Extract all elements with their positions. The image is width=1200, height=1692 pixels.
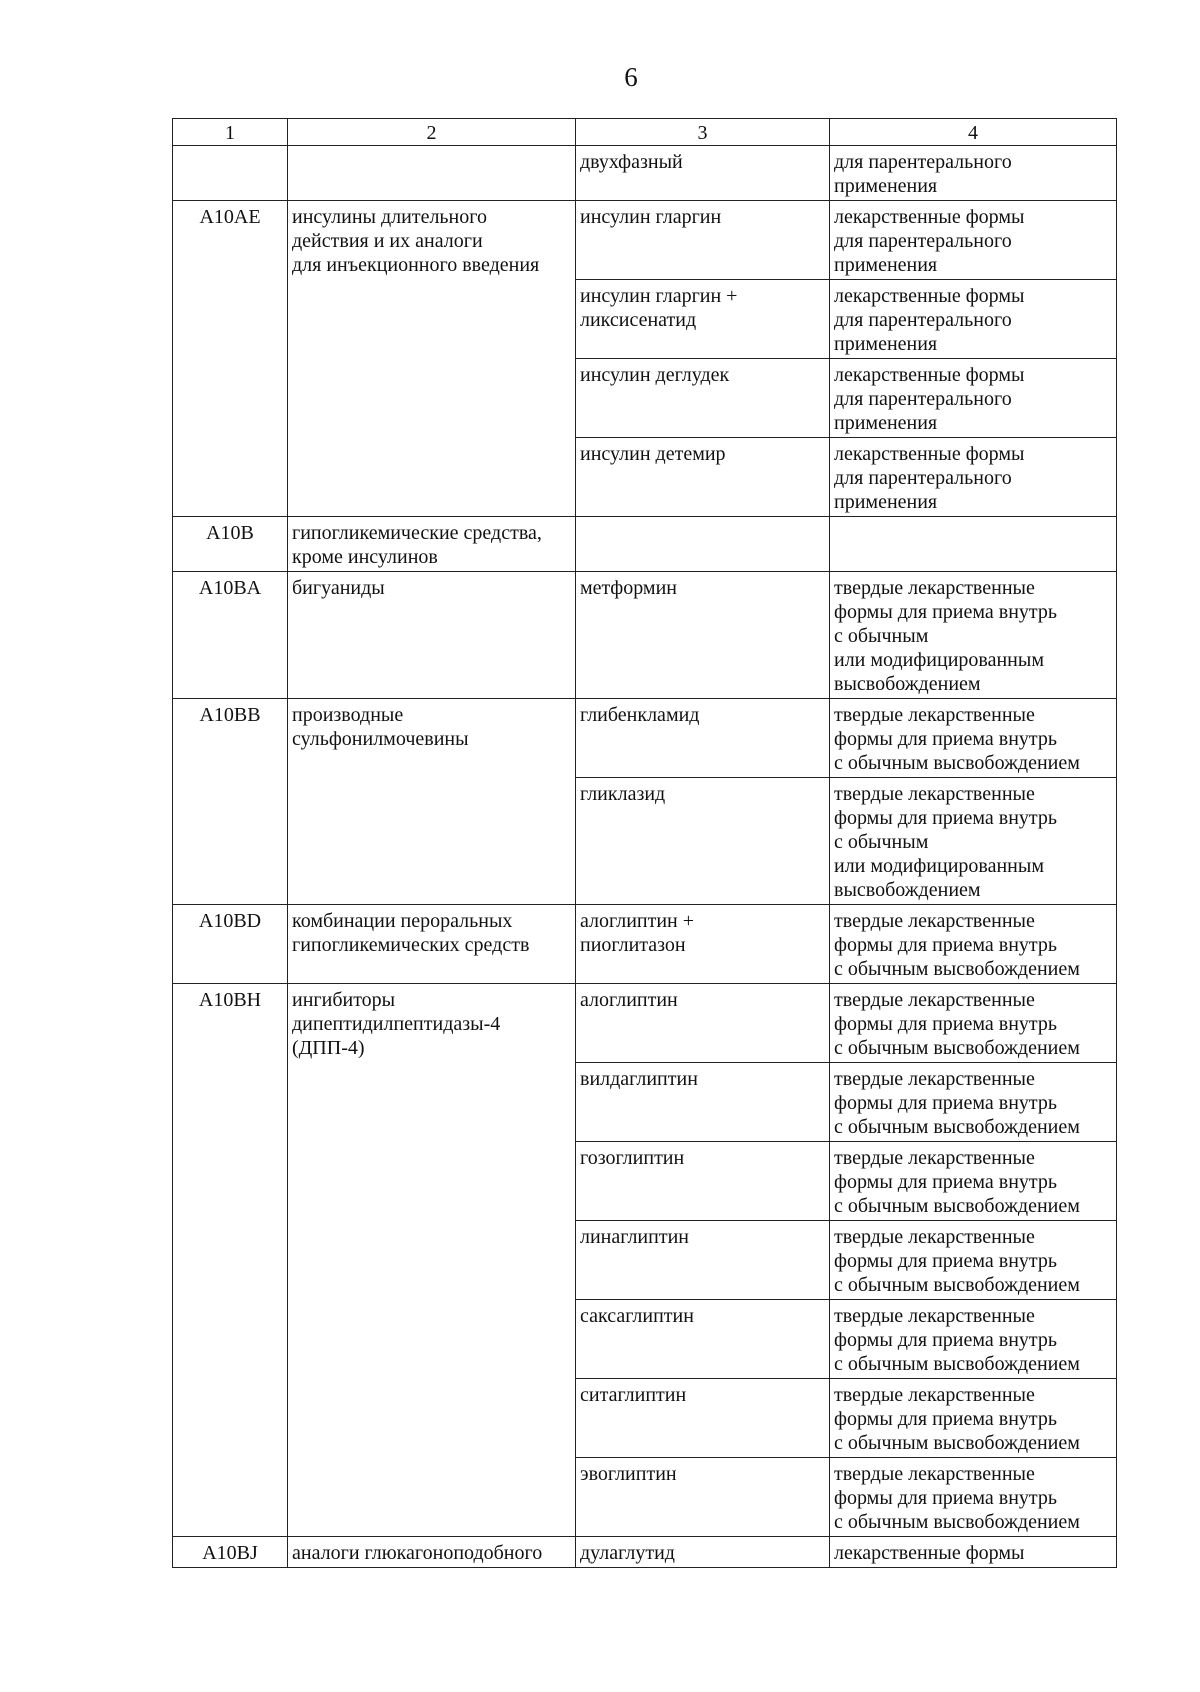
header-cell-4: 4: [830, 119, 1117, 146]
group-name-cell: аналоги глюкагоноподобного: [288, 1537, 576, 1568]
group-name-cell: [288, 146, 576, 201]
drug-name-cell: метформин: [576, 572, 830, 699]
drug-name-cell: [576, 517, 830, 572]
drug-name-cell: инсулин детемир: [576, 438, 830, 517]
drug-name-cell: глибенкламид: [576, 699, 830, 778]
dosage-form-cell: лекарственные формы для парентерального применения: [830, 280, 1117, 359]
page-number: 6: [624, 62, 638, 92]
table-row: [173, 984, 1117, 1063]
table-header-row: [173, 119, 1117, 146]
group-name-cell: комбинации пероральных гипогликемических средств: [288, 905, 576, 984]
atc-code-cell: A10B: [173, 517, 288, 572]
drug-name-cell: алоглиптин + пиоглитазон: [576, 905, 830, 984]
dosage-form-cell: [830, 517, 1117, 572]
group-name-cell: гипогликемические средства, кроме инсулинов: [288, 517, 576, 572]
drug-name-cell: ситаглиптин: [576, 1379, 830, 1458]
drug-name-cell: инсулин гларгин: [576, 201, 830, 280]
header-cell-1: 1: [173, 119, 288, 146]
dosage-form-cell: лекарственные формы для парентерального применения: [830, 201, 1117, 280]
atc-code-cell: A10AE: [173, 201, 288, 517]
dosage-form-cell: твердые лекарственные формы для приема внутрь с обычным высвобождением: [830, 1379, 1117, 1458]
dosage-form-cell: для парентерального применения: [830, 146, 1117, 201]
group-name-cell: производные сульфонилмочевины: [288, 699, 576, 905]
dosage-form-cell: лекарственные формы для парентерального применения: [830, 359, 1117, 438]
drug-name-cell: двухфазный: [576, 146, 830, 201]
atc-code-cell: A10BJ: [173, 1537, 288, 1568]
dosage-form-cell: твердые лекарственные формы для приема внутрь с обычным высвобождением: [830, 905, 1117, 984]
table-row: [173, 905, 1117, 984]
dosage-form-cell: лекарственные формы для парентерального применения: [830, 438, 1117, 517]
drug-table: [172, 118, 1117, 1568]
dosage-form-cell: твердые лекарственные формы для приема внутрь с обычным высвобождением: [830, 1063, 1117, 1142]
table-row: [173, 699, 1117, 778]
atc-code-cell: [173, 146, 288, 201]
drug-name-cell: алоглиптин: [576, 984, 830, 1063]
drug-name-cell: гозоглиптин: [576, 1142, 830, 1221]
dosage-form-cell: твердые лекарственные формы для приема внутрь с обычным высвобождением: [830, 1458, 1117, 1537]
table-row: [173, 1537, 1117, 1568]
atc-code-cell: A10BD: [173, 905, 288, 984]
dosage-form-cell: твердые лекарственные формы для приема внутрь с обычным высвобождением: [830, 1142, 1117, 1221]
dosage-form-cell: твердые лекарственные формы для приема внутрь с обычным или модифицированным высвобождением: [830, 778, 1117, 905]
drug-name-cell: линаглиптин: [576, 1221, 830, 1300]
atc-code-cell: A10BH: [173, 984, 288, 1537]
drug-name-cell: эвоглиптин: [576, 1458, 830, 1537]
dosage-form-cell: твердые лекарственные формы для приема внутрь с обычным высвобождением: [830, 1300, 1117, 1379]
drug-name-cell: инсулин деглудек: [576, 359, 830, 438]
group-name-cell: инсулины длительного действия и их аналоги для инъекционного введения: [288, 201, 576, 517]
group-name-cell: ингибиторы дипептидилпептидазы-4 (ДПП-4): [288, 984, 576, 1537]
drug-name-cell: саксаглиптин: [576, 1300, 830, 1379]
table-row: [173, 201, 1117, 280]
drug-name-cell: вилдаглиптин: [576, 1063, 830, 1142]
dosage-form-cell: твердые лекарственные формы для приема внутрь с обычным высвобождением: [830, 699, 1117, 778]
header-cell-2: 2: [288, 119, 576, 146]
header-cell-3: 3: [576, 119, 830, 146]
atc-code-cell: A10BB: [173, 699, 288, 905]
atc-code-cell: A10BA: [173, 572, 288, 699]
dosage-form-cell: твердые лекарственные формы для приема внутрь с обычным высвобождением: [830, 984, 1117, 1063]
group-name-cell: бигуаниды: [288, 572, 576, 699]
drug-name-cell: гликлазид: [576, 778, 830, 905]
drug-name-cell: дулаглутид: [576, 1537, 830, 1568]
table-row: [173, 517, 1117, 572]
table-row: [173, 572, 1117, 699]
dosage-form-cell: твердые лекарственные формы для приема внутрь с обычным или модифицированным высвобождением: [830, 572, 1117, 699]
dosage-form-cell: лекарственные формы: [830, 1537, 1117, 1568]
drug-name-cell: инсулин гларгин + ликсисенатид: [576, 280, 830, 359]
table-row: [173, 146, 1117, 201]
dosage-form-cell: твердые лекарственные формы для приема внутрь с обычным высвобождением: [830, 1221, 1117, 1300]
